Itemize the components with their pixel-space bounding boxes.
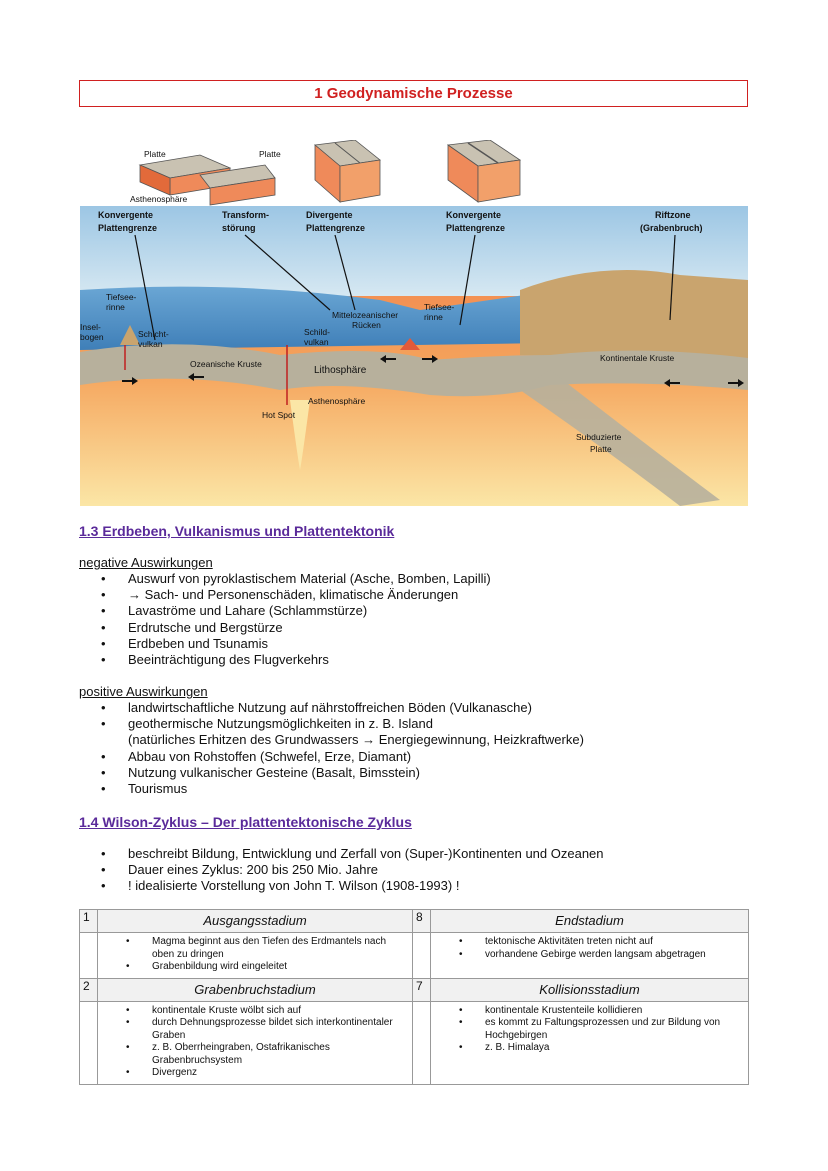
- stage-number: 2: [80, 978, 98, 1001]
- positive-effects-list: [79, 700, 584, 797]
- stage-number: 8: [413, 910, 431, 933]
- list-item: • landwirtschaftliche Nutzung auf nährstoffreichen Böden (Vulkanasche): [79, 700, 584, 716]
- list-item: • beschreibt Bildung, Entwicklung und Zerfall von (Super-)Kontinenten und Ozeanen: [79, 846, 604, 862]
- label-asthenosphaere: Asthenosphäre: [308, 396, 366, 406]
- stage-title: Grabenbruchstadium: [98, 978, 413, 1001]
- list-item: • Divergenz: [98, 1067, 412, 1080]
- label-subduzierte-platte: Subduzierte: [576, 432, 622, 442]
- list-item: • es kommt zu Faltungsprozessen und zur Bildung von Hochgebirgen: [431, 1017, 748, 1042]
- header-divergent-sub: Plattengrenze: [306, 223, 366, 233]
- page-title: 1 Geodynamische Prozesse: [79, 80, 748, 107]
- header-konvergent-1: Konvergente: [98, 210, 154, 220]
- stage-description: [98, 1001, 413, 1084]
- header-transform-sub: störung: [222, 223, 256, 233]
- label-tiefseerinne-1: Tiefsee-: [106, 292, 137, 302]
- table-row: [80, 933, 749, 979]
- list-item: • Tourismus: [79, 781, 584, 797]
- table-row: [80, 978, 749, 1001]
- stage-number: 7: [413, 978, 431, 1001]
- label-lithosphaere: Lithosphäre: [314, 365, 367, 376]
- heading-1-4: 1.4 Wilson-Zyklus – Der plattentektonische Zyklus: [79, 814, 412, 830]
- label-hot-spot: Hot Spot: [262, 410, 296, 420]
- list-item: • Abbau von Rohstoffen (Schwefel, Erze, Diamant): [79, 749, 584, 765]
- label-tiefseerinne-1b: rinne: [106, 302, 125, 312]
- header-konvergent-1-sub: Plattengrenze: [98, 223, 158, 233]
- label-asthenosphaere-top: Asthenosphäre: [130, 194, 188, 204]
- table-row: [80, 1001, 749, 1084]
- header-riftzone-sub: (Grabenbruch): [640, 223, 703, 233]
- label-platte-right: Platte: [259, 149, 281, 159]
- stage-description: [98, 933, 413, 979]
- list-item: • vorhandene Gebirge werden langsam abgetragen: [431, 949, 748, 962]
- label-tiefseerinne-2: Tiefsee-: [424, 302, 455, 312]
- heading-1-3: 1.3 Erdbeben, Vulkanismus und Plattentektonik: [79, 523, 395, 539]
- header-divergent: Divergente: [306, 210, 353, 220]
- label-schildvulkan: Schild-: [304, 327, 330, 337]
- label-schildvulkan-b: vulkan: [304, 337, 329, 347]
- label-schichtvulkan: Schicht-: [138, 329, 169, 339]
- list-item: • Nutzung vulkanischer Gesteine (Basalt, Bimsstein): [79, 765, 584, 781]
- label-mittelozeanischer-ruecken-b: Rücken: [352, 320, 381, 330]
- label-subduzierte-platte-b: Platte: [590, 444, 612, 454]
- list-item: • Auswurf von pyroklastischem Material (Asche, Bomben, Lapilli): [79, 571, 491, 587]
- plate-tectonics-illustration: [80, 140, 748, 506]
- list-item: • Magma beginnt aus den Tiefen des Erdmantels nach oben zu dringen: [98, 936, 412, 961]
- list-item: • z. B. Oberrheingraben, Ostafrikanisches Grabenbruchsystem: [98, 1042, 412, 1067]
- list-item: • Dauer eines Zyklus: 200 bis 250 Mio. Jahre: [79, 862, 604, 878]
- list-item: • Grabenbildung wird eingeleitet: [98, 961, 412, 974]
- list-item: • Erdrutsche und Bergstürze: [79, 620, 491, 636]
- label-inselbogen: Insel-: [80, 322, 101, 332]
- list-item: • Beeinträchtigung des Flugverkehrs: [79, 652, 491, 668]
- header-konvergent-2: Konvergente: [446, 210, 502, 220]
- negative-effects-title: negative Auswirkungen: [79, 555, 213, 570]
- label-inselbogen-b: bogen: [80, 332, 104, 342]
- label-tiefseerinne-2b: rinne: [424, 312, 443, 322]
- label-kontinentale-kruste: Kontinentale Kruste: [600, 353, 675, 363]
- wilson-cycle-list: [79, 846, 604, 895]
- header-transform: Transform-: [222, 210, 270, 220]
- list-item: • tektonische Aktivitäten treten nicht auf: [431, 936, 748, 949]
- list-item-continuation: (natürliches Erhitzen des Grundwassers → Energiegewinnung, Heizkraftwerke): [128, 732, 584, 748]
- plate-tectonics-figure: [80, 140, 748, 506]
- positive-effects-title: positive Auswirkungen: [79, 684, 208, 699]
- stage-title: Endstadium: [431, 910, 749, 933]
- list-item: • → Sach- und Personenschäden, klimatische Änderungen: [79, 587, 491, 603]
- header-riftzone: Riftzone: [655, 210, 691, 220]
- label-mittelozeanischer-ruecken: Mittelozeanischer: [332, 310, 399, 320]
- list-item: • geothermische Nutzungsmöglichkeiten in z. B. Island: [79, 716, 584, 732]
- wilson-cycle-table: [79, 909, 749, 1085]
- negative-effects-list: [79, 571, 491, 668]
- list-item: • z. B. Himalaya: [431, 1042, 748, 1055]
- label-ozeanische-kruste: Ozeanische Kruste: [190, 359, 262, 369]
- list-item: • durch Dehnungsprozesse bildet sich interkontinentaler Graben: [98, 1017, 412, 1042]
- stage-description: [431, 933, 749, 979]
- list-item: • Erdbeben und Tsunamis: [79, 636, 491, 652]
- stage-description: [431, 1001, 749, 1084]
- stage-title: Ausgangsstadium: [98, 910, 413, 933]
- divergent-block-diagram: [315, 140, 380, 202]
- list-item: • kontinentale Kruste wölbt sich auf: [98, 1005, 412, 1018]
- list-item: • ! idealisierte Vorstellung von John T. Wilson (1908-1993) !: [79, 878, 604, 894]
- label-platte-left: Platte: [144, 149, 166, 159]
- convergent-block-diagram: [448, 140, 520, 202]
- label-schichtvulkan-b: vulkan: [138, 339, 163, 349]
- table-row: [80, 910, 749, 933]
- list-item: • kontinentale Krustenteile kollidieren: [431, 1005, 748, 1018]
- header-konvergent-2-sub: Plattengrenze: [446, 223, 506, 233]
- list-item: • Lavaströme und Lahare (Schlammstürze): [79, 603, 491, 619]
- stage-number: 1: [80, 910, 98, 933]
- stage-title: Kollisionsstadium: [431, 978, 749, 1001]
